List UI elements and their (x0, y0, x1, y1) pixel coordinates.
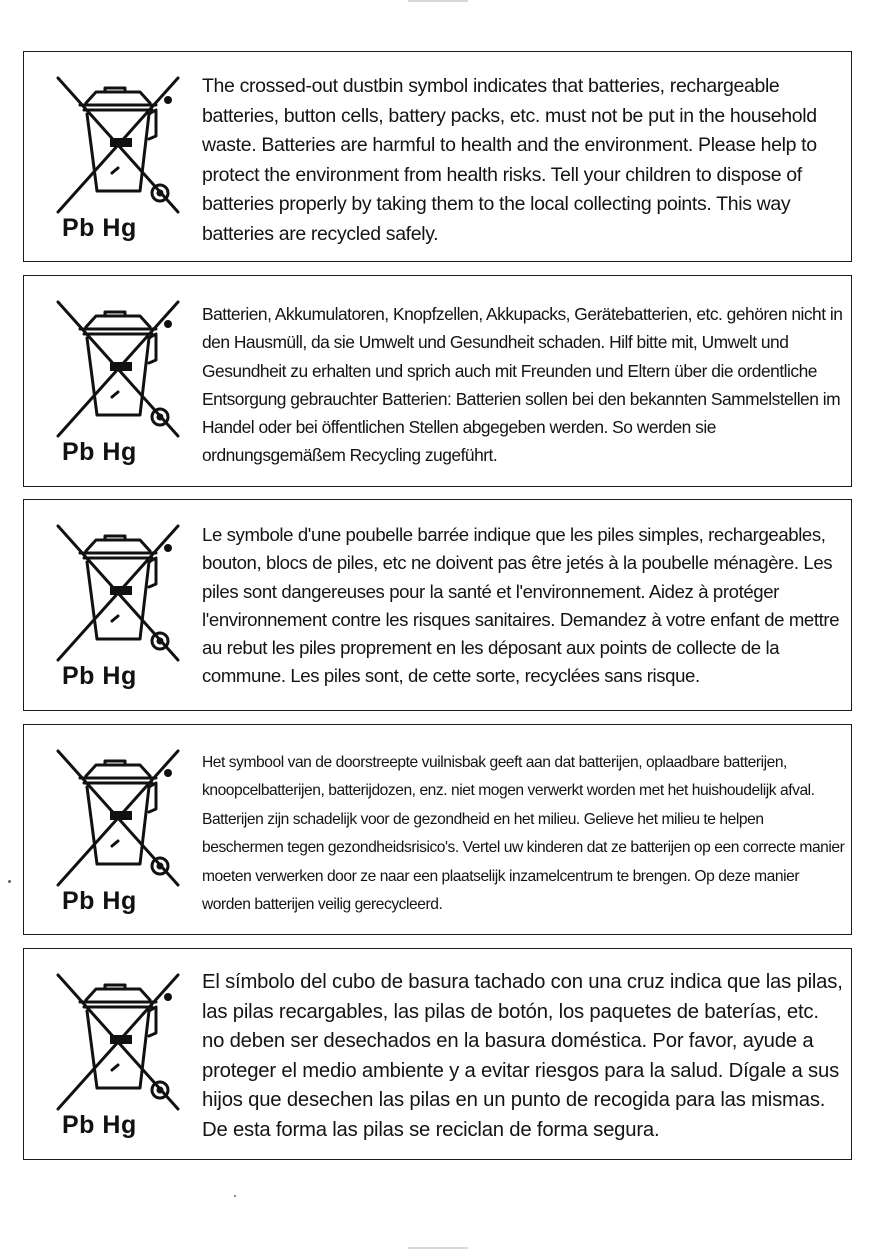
crossed-out-wheelie-bin-icon (52, 745, 184, 890)
crossed-out-wheelie-bin-icon (52, 520, 184, 665)
notice-text: El símbolo del cubo de basura tachado con una cruz indica que las pilas, las pilas recargables, las pilas de botón, los paquetes de baterías, etc. no deben ser desechados en la basura doméstica. Por favor, ayude a proteger el medio ambiente y a evitar riesgos para la salud. Dígale a sus hijos que desechen las pilas en un punto de recogida para las mismas. De esta forma las pilas se reciclan de forma segura. (202, 971, 843, 1141)
scan-speck (8, 880, 11, 883)
battery-notice-dutch (23, 724, 852, 935)
weee-symbol (52, 969, 184, 1144)
page-edge-mark-top (408, 0, 468, 2)
crossed-out-wheelie-bin-icon (52, 296, 184, 441)
crossed-out-wheelie-bin-icon (52, 72, 184, 217)
battery-notice-english (23, 51, 852, 262)
crossed-out-wheelie-bin-icon (52, 969, 184, 1114)
weee-symbol (52, 520, 184, 695)
scan-speck (234, 1195, 236, 1197)
weee-symbol (52, 296, 184, 471)
weee-symbol (52, 745, 184, 920)
notice-text: The crossed-out dustbin symbol indicates that batteries, rechargeable batteries, button cells, battery packs, etc. must not be put in the household waste. Batteries are harmful to health and the environment. Please help to protect the environment from health risks. Tell your children to dispose of batteries properly by taking them to the local collecting points. This way batteries are recycled safely. (202, 75, 817, 245)
weee-symbol (52, 72, 184, 247)
pb-hg-label: Pb Hg (62, 214, 137, 242)
notice-text: Batterien, Akkumulatoren, Knopfzellen, Akkupacks, Gerätebatterien, etc. gehören nicht in den Hausmüll, da sie Umwelt und Gesundheit schaden. Hilf bitte mit, Umwelt und Gesundheit zu erhalten und sprich auch mit Freunden und Eltern über die ordentliche Entsorgung gebrauchter Batterien: Batterien sollen bei den bekannten Sammelstellen im Handel oder bei öffentlichen Stellen abgegeben werden. So werden sie ordnungsgemäßem Recycling zugeführt. (202, 304, 843, 466)
notice-text: Het symbool van de doorstreepte vuilnisbak geeft aan dat batterijen, oplaadbare batterijen, knoopcelbatterijen, batterijdozen, enz. niet mogen verwerkt worden met het huishoudelijk afval. Batterijen zijn schadelijk voor de gezondheid en het milieu. Gelieve het milieu te helpen beschermen tegen gezondheidsrisico's. Vertel uw kinderen dat ze batterijen op een correcte manier moeten verwerken door ze naar een plaatselijk inzamelcentrum te brengen. Op deze manier worden batterijen veilig gerecycleerd. (202, 754, 845, 914)
pb-hg-label: Pb Hg (62, 887, 137, 915)
page-edge-mark-bottom (408, 1247, 468, 1249)
battery-notice-german (23, 275, 852, 487)
pb-hg-label: Pb Hg (62, 1111, 137, 1139)
battery-notice-spanish (23, 948, 852, 1160)
battery-notice-french (23, 499, 852, 711)
notice-text: Le symbole d'une poubelle barrée indique que les piles simples, rechargeables, bouton, blocs de piles, etc ne doivent pas être jetés à la poubelle ménagère. Les piles sont dangereuses pour la santé et l'environnement. Aidez à protéger l'environnement contre les risques sanitaires. Demandez à votre enfant de mettre au rebut les piles proprement en les déposant aux points de collecte de la commune. Les piles sont, de cette sorte, recyclées sans risque. (202, 524, 840, 687)
pb-hg-label: Pb Hg (62, 662, 137, 690)
pb-hg-label: Pb Hg (62, 438, 137, 466)
